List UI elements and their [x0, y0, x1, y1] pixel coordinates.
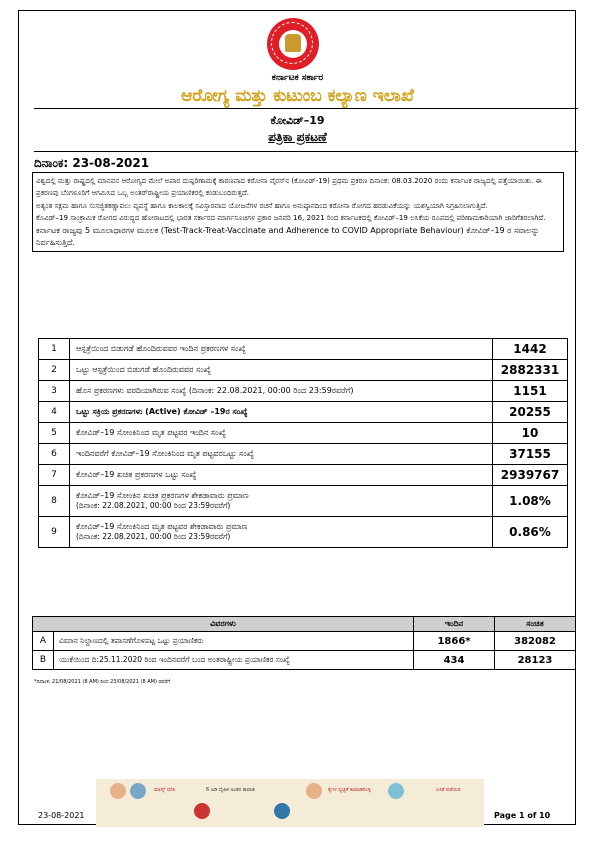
table-row [39, 465, 568, 486]
table-row [39, 339, 568, 360]
row-value: 2882331 [493, 360, 568, 381]
row-label-cell [70, 486, 493, 517]
table-row [33, 651, 576, 670]
table-row [39, 444, 568, 465]
row-value: 1.08% [493, 486, 568, 517]
divider [34, 108, 578, 109]
row-label: ಹೊಸ ಪ್ರಕರಣಗಳು ವರದಿಯಾಗಿರುವ ಸಂಖ್ಯೆ (ದಿನಾಂಕ: 22.08.2021, 00:00 ರಿಂದ 23:59ರವರೆಗೆ) [70, 381, 493, 402]
row-label-cell [70, 517, 493, 548]
row-value: 0.86% [493, 517, 568, 548]
intro-paragraph: ವಿಶ್ವದಲ್ಲಿ ಮತ್ತು ರಾಷ್ಟ್ರದಲ್ಲಿ ಮಾನವನ ಆರೋಗ್ಯದ ಮೇಲೆ ಅಪಾರ ದುಷ್ಪರಿಣಾಮಕ್ಕೆ ಕಾರಣವಾದ ಕರೋನಾ ವೈರಸ್‌ನ (ಕೋವಿಡ್-19) ಪ್ರಥಮ ಪ್ರಕರಣ ದಿನಾಂಕ: 08.03.2020 ರಂದು ಕರ್ನಾಟಕ ರಾಜ್ಯದಲ್ಲಿ ಪತ್ತೆಯಾಯಿತು. ಈ ಪ್ರಕರಣವು ಬೆಂಗಳೂರಿಗೆ ಆಗಮಿಸಿದ ಒಬ್ಬ ಅಂತರ್‌ರಾಷ್ಟ್ರೀಯ ಪ್ರಯಾಣಿಕರಲ್ಲಿ ಕಂಡುಬಂದಿರುತ್ತದೆ. [36, 176, 542, 198]
table-header-row [33, 617, 576, 632]
release-date: ದಿನಾಂಕ: 23-08-2021 [34, 156, 150, 170]
row-today: 434 [414, 651, 495, 670]
row-number: 5 [39, 423, 70, 444]
table-row [39, 423, 568, 444]
row-label: ಕೋವಿಡ್–19 ಸೋಂಕಿನಿಂದ ಮೃತ ಪಟ್ಟವರ ಇಂದಿನ ಸಂಖ್ಯೆ [70, 423, 493, 444]
row-label: ಯುಕೆಯಿಂದ ದಿ:25.11.2020 ರಿಂದ ಇಂದಿನವರೆಗೆ ಬಂದ ಅಂತರಾಷ್ಟ್ರೀಯ ಪ್ರಯಾಣಿಕರ ಸಂಖ್ಯೆ [54, 651, 414, 670]
covid-heading: ಕೋವಿಡ್–19 [270, 114, 325, 127]
row-sublabel: (ದಿನಾಂಕ: 22.08.2021, 00:00 ರಿಂದ 23:59ರವರೆಗೆ) [76, 532, 231, 541]
banner-text: 6 ಅಡಿ ದೈಹಿಕ ಅಂತರ ಕಾಪಾಡಿ [206, 787, 255, 793]
row-number: 8 [39, 486, 70, 517]
person-icon [274, 803, 290, 819]
row-value: 1442 [493, 339, 568, 360]
row-label: ಒಟ್ಟು ಆಸ್ಪತ್ರೆಯಿಂದ ಬಿಡುಗಡೆ ಹೊಂದಿರುವವರ ಸಂಖ್ಯೆ [70, 360, 493, 381]
intro-paragraph: ಅತ್ಯಂತ ಸಕ್ಷಮ ಹಾಗೂ ಸುಸಜ್ಜಿತಕಣ್ಣಾವಲು ವ್ಯವಸ್ಥೆ ಹಾಗೂ ಕಾಲಕಾಲಕ್ಕೆ ಸವಿಸ್ತಾರವಾದ ಯೋಜನೆಗಳ ರಚನೆ ಹಾಗೂ ಅನುಷ್ಠಾನದಿಂದ ಕರೋನಾ ರೋಗದ ಹರಡುವಿಕೆಯನ್ನು ಯಶಸ್ವಿಯಾಗಿ ನಿಗ್ರಹಿಸಲಾಗುತ್ತಿದೆ. [36, 200, 488, 210]
row-value: 10 [493, 423, 568, 444]
department-title: ಆರೋಗ್ಯ ಮತ್ತು ಕುಟುಂಬ ಕಲ್ಯಾಣ ಇಲಾಖೆ [181, 86, 414, 106]
footer-date: 23-08-2021 [38, 811, 85, 820]
row-sublabel: (ದಿನಾಂಕ: 22.08.2021, 00:00 ರಿಂದ 23:59ರವರೆಗೆ) [76, 501, 231, 510]
row-number: 2 [39, 360, 70, 381]
covid-appropriate-behaviour-banner [96, 779, 484, 827]
intro-paragraph: ಕೊವಿಡ್–19 ಸಾಂಕ್ರಾಮಿಕ ರೋಗದ ವಿರುದ್ಧದ ಹೋರಾಟದಲ್ಲಿ ಭಾರತ ಸರ್ಕಾರದ ಮಾರ್ಗಸೂಚಿಗಳ ಪ್ರಕಾರ ಜನವರಿ 16, 2021 ರಿಂದ ಕರ್ನಾಟಕದಲ್ಲಿ ಕೋವಿಡ್–19 ಲಸಿಕೆಯ ರೂಪದಲ್ಲಿ ಪರಿಣಾಮಕಾರಿಯಾಗಿ ಜಾರಿಗೆತರಲಾಗಿದೆ. [36, 213, 546, 223]
table-row [39, 381, 568, 402]
row-value: 2939767 [493, 465, 568, 486]
hand-wash-icon [306, 783, 322, 799]
row-label: ಕೋವಿಡ್–19 ಸೋಂಕಿನ ಖಚಿತ ಪ್ರಕರಣಗಳ ಶೇಕಡಾವಾರು ಪ್ರಮಾಣ [76, 491, 249, 500]
person-icon [194, 803, 210, 819]
travellers-table [32, 616, 576, 670]
page-number: Page 1 of 10 [494, 811, 551, 820]
banner-text: ಲಸಿಕೆ ಪಡೆಯಿರಿ [436, 787, 461, 793]
row-number: 3 [39, 381, 70, 402]
press-release-title: ಪತ್ರಿಕಾ ಪ್ರಕಟಣೆ [268, 130, 327, 144]
row-label: ಆಸ್ಪತ್ರೆಯಿಂದ ಬಿಡುಗಡೆ ಹೊಂದಿರುವವರ ಇಂದಿನ ಪ್ರಕರಣಗಳ ಸಂಖ್ಯೆ [70, 339, 493, 360]
row-letter: B [33, 651, 54, 670]
vaccine-icon [388, 783, 404, 799]
row-label: ಒಟ್ಟು ಸಕ್ರಿಯ ಪ್ರಕರಣಗಳು (Active) ಕೋವಿಡ್ –19ರ ಸಂಖ್ಯೆ [70, 402, 493, 423]
govt-name: ಕರ್ನಾಟಕ ಸರ್ಕಾರ [271, 73, 324, 83]
row-value: 1151 [493, 381, 568, 402]
banner-text: ಕೈಗಳ ಸ್ವಚ್ಛತೆ ಕಾಪಾಡಿಕೊಳ್ಳಿ [328, 787, 371, 793]
table-row [39, 486, 568, 517]
row-label: ವಿಮಾನ ನಿಲ್ದಾಣದಲ್ಲಿ ತಪಾಸಣೆಗೊಳಪಟ್ಟ ಒಟ್ಟು ಪ್ರಯಾಣಿಕರು [54, 632, 414, 651]
row-letter: A [33, 632, 54, 651]
mask-icon [110, 783, 126, 799]
row-label: ಇಂದಿನವರೆಗೆ ಕೋವಿಡ್–19 ಸೋಂಕಿನಿಂದ ಮೃತ ಪಟ್ಟವರಒಟ್ಟು ಸಂಖ್ಯೆ [70, 444, 493, 465]
karnataka-emblem-icon [267, 18, 319, 70]
row-cumulative: 28123 [495, 651, 576, 670]
row-label: ಕೋವಿಡ್–19 ಖಚಿತ ಪ್ರಕರಣಗಳ ಒಟ್ಟು ಸಂಖ್ಯೆ [70, 465, 493, 486]
table-row [39, 517, 568, 548]
row-cumulative: 382082 [495, 632, 576, 651]
row-value: 20255 [493, 402, 568, 423]
row-today: 1866* [414, 632, 495, 651]
column-header: ವಿವರಗಳು [33, 617, 414, 632]
row-number: 7 [39, 465, 70, 486]
table-row [39, 360, 568, 381]
row-number: 9 [39, 517, 70, 548]
footnote: *ದಿನಾಂಕ: 21/08/2021 (8 AM) ರಿಂದ 23/08/2021 (8 AM) ರವರೆಗೆ [34, 679, 171, 685]
mask-icon [130, 783, 146, 799]
row-label: ಕೋವಿಡ್–19 ಸೋಂಕಿನಿಂದ ಮೃತ ಪಟ್ಟವರ ಶೇಕಡಾವಾರು ಪ್ರಮಾಣ [76, 522, 248, 531]
row-number: 1 [39, 339, 70, 360]
table-row [39, 402, 568, 423]
column-header: ಸಂಚಿತ [495, 617, 576, 632]
banner-text: ಮಾಸ್ಕ್ ಧರಿಸಿ [154, 787, 176, 793]
row-value: 37155 [493, 444, 568, 465]
row-number: 4 [39, 402, 70, 423]
covid-stats-table [38, 338, 568, 548]
table-row [33, 632, 576, 651]
intro-paragraph: ಕರ್ನಾಟಕ ರಾಜ್ಯವು 5 ಮೂಲಾಧಾರಗಳ ಮೂಲಕ (Test-Track-Treat-Vaccinate and Adherence to COVID Appropriate Behaviour) ಕೋವಿಡ್–19 ರ ಸವಾಲನ್ನು ನಿರ್ವಹಿಸುತ್ತಿದೆ. [36, 225, 540, 248]
divider [34, 151, 578, 152]
row-number: 6 [39, 444, 70, 465]
intro-box [32, 172, 564, 252]
column-header: ಇಂದಿನ [414, 617, 495, 632]
